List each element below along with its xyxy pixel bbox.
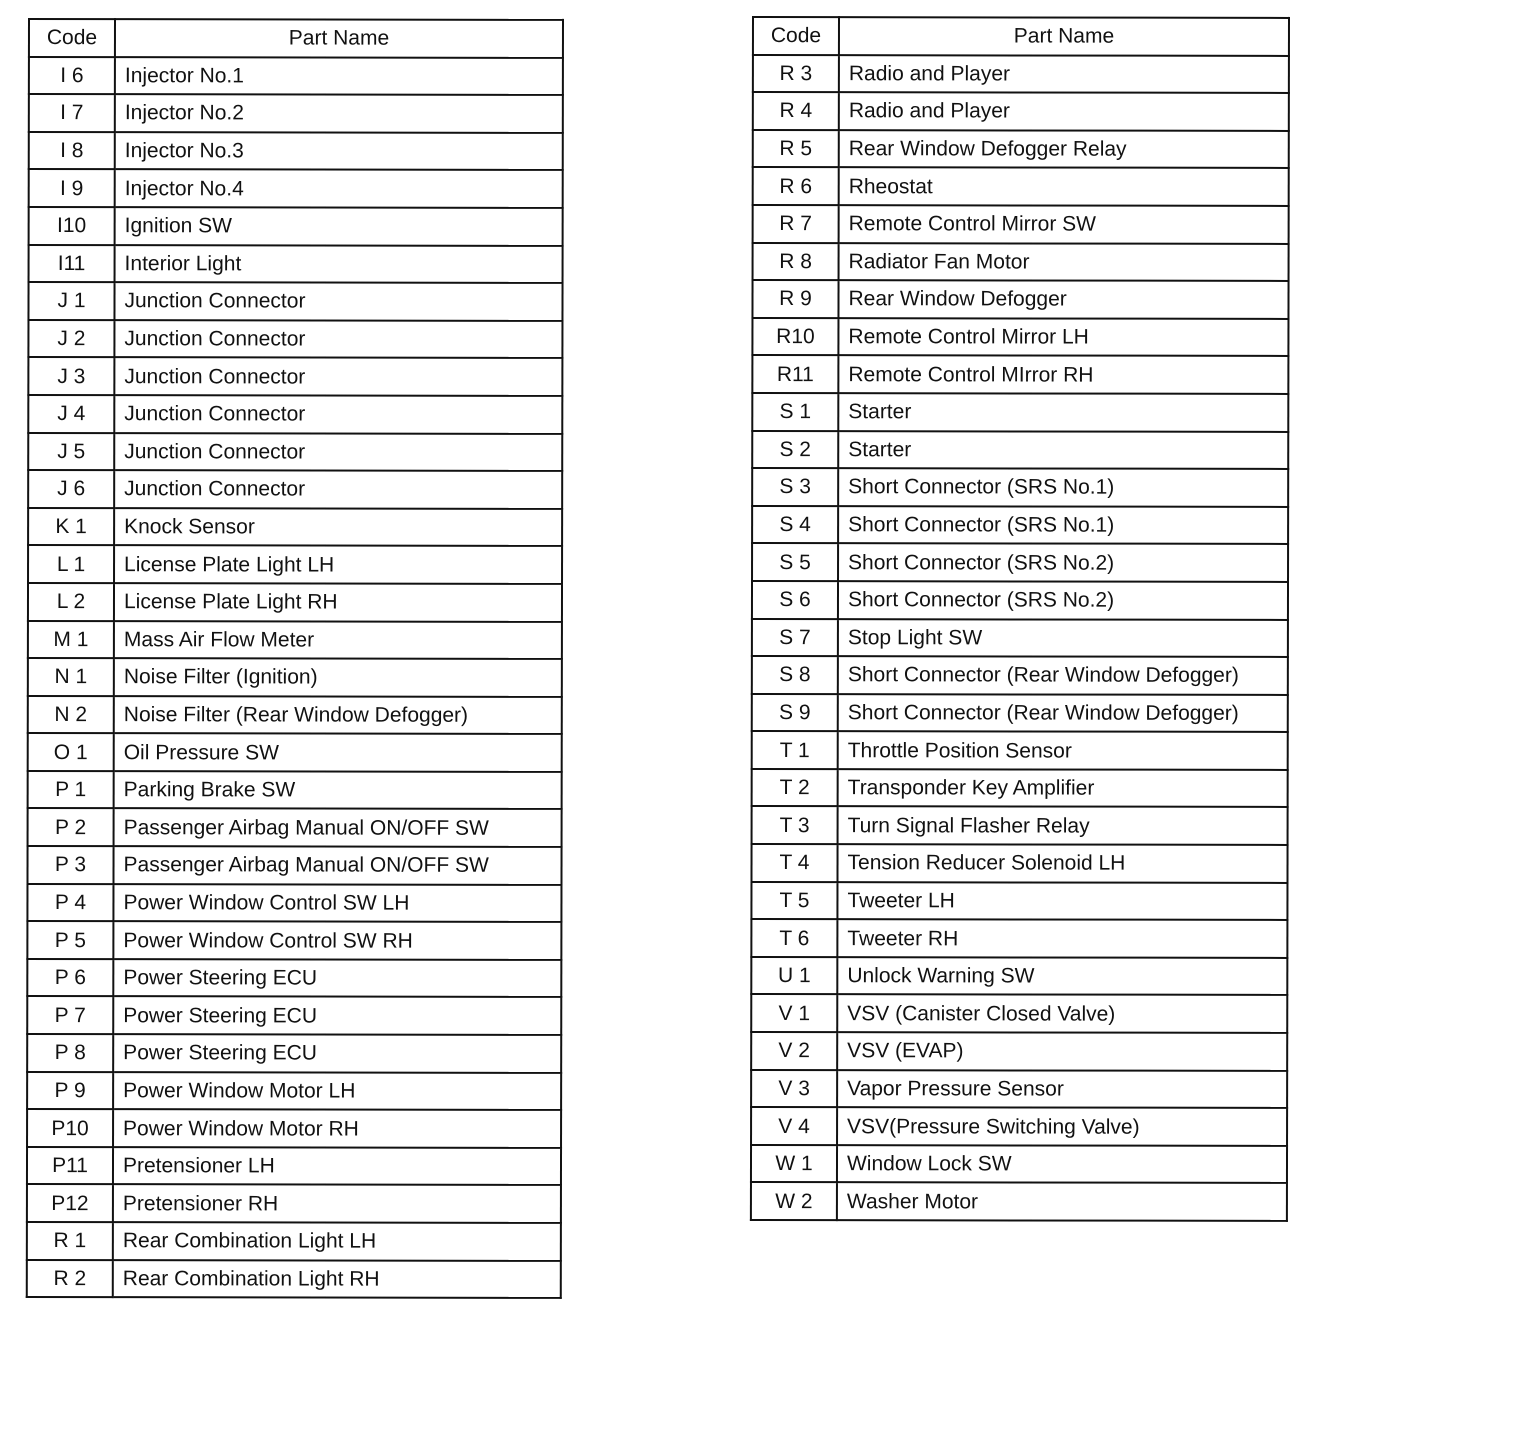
part-code: V 1 [751, 994, 837, 1032]
part-name: Power Window Motor LH [113, 1072, 561, 1110]
part-name: License Plate Light LH [114, 545, 562, 583]
table-row [27, 1147, 561, 1186]
table-row [29, 245, 563, 284]
part-name: Passenger Airbag Manual ON/OFF SW [113, 846, 561, 884]
part-code: R10 [752, 318, 838, 356]
part-name: Remote Control Mirror SW [839, 205, 1289, 243]
table-row [753, 130, 1289, 169]
part-code: N 2 [28, 696, 114, 734]
part-code: P 6 [27, 959, 113, 997]
part-name: Short Connector (Rear Window Defogger) [838, 694, 1288, 732]
table-row [28, 583, 562, 622]
part-code: I10 [29, 207, 115, 245]
table-row [752, 431, 1288, 470]
table-row [753, 92, 1289, 131]
part-name: Short Connector (Rear Window Defogger) [838, 656, 1288, 694]
part-code: R 8 [753, 243, 839, 281]
table-row [28, 771, 562, 810]
part-code: J 6 [28, 470, 114, 508]
table-row [28, 621, 562, 660]
part-code: O 1 [28, 733, 114, 771]
part-code: P 4 [27, 884, 113, 922]
part-code: N 1 [28, 658, 114, 696]
part-name: Radiator Fan Motor [839, 243, 1289, 281]
table-row [28, 658, 562, 697]
part-name: Injector No.1 [115, 57, 563, 95]
part-name: Tweeter RH [837, 919, 1287, 957]
part-name-header: Part Name [839, 17, 1289, 55]
part-code: P 2 [28, 808, 114, 846]
part-code: U 1 [751, 957, 837, 995]
part-name: Junction Connector [114, 282, 562, 320]
part-name: Junction Connector [114, 395, 562, 433]
part-name: Power Window Control SW LH [113, 884, 561, 922]
table-row [752, 355, 1288, 394]
part-code: I11 [29, 245, 115, 283]
table-row [751, 1032, 1287, 1071]
part-code: J 5 [28, 433, 114, 471]
part-code: S 4 [752, 506, 838, 544]
part-code: J 2 [28, 320, 114, 358]
table-row [752, 619, 1288, 658]
table-row [29, 132, 563, 171]
part-code: J 4 [28, 395, 114, 433]
part-name: Radio and Player [839, 55, 1289, 93]
part-code: I 7 [29, 94, 115, 132]
part-name: Short Connector (SRS No.1) [838, 468, 1288, 506]
part-name: Rheostat [839, 168, 1289, 206]
part-name: Short Connector (SRS No.2) [838, 543, 1288, 581]
part-code: T 2 [752, 769, 838, 807]
part-name: Rear Window Defogger [838, 280, 1288, 318]
part-name: Remote Control Mirror LH [838, 318, 1288, 356]
part-name: Stop Light SW [838, 619, 1288, 657]
part-code: S 7 [752, 619, 838, 657]
part-code: R 6 [753, 167, 839, 205]
part-code: R 5 [753, 130, 839, 168]
table-row [753, 55, 1289, 94]
table-row [753, 167, 1289, 206]
part-code: R 2 [27, 1260, 113, 1298]
part-name: Transponder Key Amplifier [838, 769, 1288, 807]
table-row [28, 320, 562, 359]
part-code: I 8 [29, 132, 115, 170]
table-row [753, 205, 1289, 244]
part-name: Rear Combination Light LH [113, 1222, 561, 1260]
part-name: Junction Connector [114, 357, 562, 395]
part-code: K 1 [28, 508, 114, 546]
table-row [28, 357, 562, 396]
part-code: T 1 [752, 731, 838, 769]
part-name: License Plate Light RH [114, 583, 562, 621]
part-code: V 2 [751, 1032, 837, 1070]
table-row [751, 882, 1287, 921]
part-name: Ignition SW [115, 207, 563, 245]
part-code: W 2 [751, 1182, 837, 1220]
part-name: Rear Combination Light RH [113, 1260, 561, 1298]
part-code: R 7 [753, 205, 839, 243]
part-name: Vapor Pressure Sensor [837, 1070, 1287, 1108]
part-code: P 5 [27, 921, 113, 959]
part-name: Washer Motor [837, 1183, 1287, 1221]
table-row [752, 656, 1288, 695]
part-code: P10 [27, 1109, 113, 1147]
table-row [751, 1070, 1287, 1109]
part-name: Noise Filter (Rear Window Defogger) [114, 696, 562, 734]
code-header: Code [29, 19, 115, 57]
table-row [752, 393, 1288, 432]
table-row [751, 844, 1287, 883]
table-row [29, 94, 563, 133]
part-name: Radio and Player [839, 92, 1289, 130]
table-row [751, 1145, 1287, 1184]
part-name: Power Steering ECU [113, 959, 561, 997]
part-code: T 3 [752, 806, 838, 844]
table-row [752, 731, 1288, 770]
parts-table-right [750, 16, 1290, 1222]
part-name: Injector No.4 [115, 170, 563, 208]
part-code: P11 [27, 1147, 113, 1185]
table-row [28, 395, 562, 434]
part-name: VSV (Canister Closed Valve) [837, 995, 1287, 1033]
part-code: S 3 [752, 468, 838, 506]
table-row [751, 919, 1287, 958]
table-row [28, 470, 562, 509]
table-row [751, 994, 1287, 1033]
part-name: Rear Window Defogger Relay [839, 130, 1289, 168]
part-name: Knock Sensor [114, 508, 562, 546]
parts-table-right-body [751, 55, 1289, 1221]
part-name: Power Steering ECU [113, 1034, 561, 1072]
table-row [28, 808, 562, 847]
table-row [28, 733, 562, 772]
table-row [752, 581, 1288, 620]
header-row [29, 19, 563, 58]
table-row [27, 1184, 561, 1223]
part-code: T 5 [751, 882, 837, 920]
part-name: Throttle Position Sensor [838, 731, 1288, 769]
table-row [27, 996, 561, 1035]
part-code: L 1 [28, 545, 114, 583]
table-row [28, 545, 562, 584]
table-row [27, 846, 561, 885]
part-code: S 6 [752, 581, 838, 619]
part-code: R 3 [753, 55, 839, 93]
table-row [27, 921, 561, 960]
table-row [751, 1107, 1287, 1146]
part-name: Short Connector (SRS No.1) [838, 506, 1288, 544]
table-row [27, 1034, 561, 1073]
part-code: L 2 [28, 583, 114, 621]
table-row [27, 1222, 561, 1261]
part-name: Mass Air Flow Meter [114, 621, 562, 659]
table-row [27, 1109, 561, 1148]
part-name: Remote Control MIrror RH [838, 355, 1288, 393]
part-name: Short Connector (SRS No.2) [838, 581, 1288, 619]
header-row [753, 17, 1289, 56]
table-row [28, 696, 562, 735]
part-name: Injector No.2 [115, 94, 563, 132]
table-row [28, 433, 562, 472]
table-row [29, 57, 563, 96]
part-name: Power Window Control SW RH [113, 921, 561, 959]
table-row [27, 959, 561, 998]
table-row [29, 207, 563, 246]
part-name: Window Lock SW [837, 1145, 1287, 1183]
part-name: VSV(Pressure Switching Valve) [837, 1107, 1287, 1145]
table-row [752, 318, 1288, 357]
table-row [751, 957, 1287, 996]
part-code: R 4 [753, 92, 839, 130]
part-name: Junction Connector [114, 320, 562, 358]
part-name: Parking Brake SW [114, 771, 562, 809]
part-code: S 5 [752, 543, 838, 581]
part-code: T 6 [751, 919, 837, 957]
part-name: Starter [838, 431, 1288, 469]
table-row [752, 543, 1288, 582]
part-code: V 3 [751, 1070, 837, 1108]
table-row [752, 468, 1288, 507]
table-row [752, 694, 1288, 733]
table-row [753, 243, 1289, 282]
part-name: Junction Connector [114, 433, 562, 471]
part-code: J 1 [28, 282, 114, 320]
part-code: P12 [27, 1184, 113, 1222]
table-row [751, 1182, 1287, 1221]
part-name: Injector No.3 [115, 132, 563, 170]
part-code: V 4 [751, 1107, 837, 1145]
part-code: I 9 [29, 169, 115, 207]
part-code: P 3 [27, 846, 113, 884]
table-row [27, 1260, 561, 1299]
part-name: Passenger Airbag Manual ON/OFF SW [114, 809, 562, 847]
parts-table-left [26, 18, 564, 1299]
table-row [27, 884, 561, 923]
table-row [752, 280, 1288, 319]
part-name: Tweeter LH [837, 882, 1287, 920]
part-name: Turn Signal Flasher Relay [838, 807, 1288, 845]
part-code: W 1 [751, 1145, 837, 1183]
part-code: R11 [752, 355, 838, 393]
part-name-header: Part Name [115, 19, 563, 57]
part-name: Power Steering ECU [113, 997, 561, 1035]
part-code: S 8 [752, 656, 838, 694]
part-code: P 7 [27, 996, 113, 1034]
table-row [27, 1072, 561, 1111]
part-code: T 4 [751, 844, 837, 882]
part-name: Interior Light [115, 245, 563, 283]
part-name: Pretensioner RH [113, 1185, 561, 1223]
code-header: Code [753, 17, 839, 55]
part-name: Unlock Warning SW [837, 957, 1287, 995]
part-name: Power Window Motor RH [113, 1109, 561, 1147]
part-code: M 1 [28, 621, 114, 659]
part-code: R 1 [27, 1222, 113, 1260]
part-code: P 9 [27, 1072, 113, 1110]
part-code: S 2 [752, 431, 838, 469]
parts-table-left-body [27, 57, 563, 1299]
table-row [752, 506, 1288, 545]
part-code: S 1 [752, 393, 838, 431]
part-name: Tension Reducer Solenoid LH [837, 844, 1287, 882]
table-row [752, 769, 1288, 808]
table-row [28, 508, 562, 547]
part-code: R 9 [752, 280, 838, 318]
part-name: Pretensioner LH [113, 1147, 561, 1185]
table-row [752, 806, 1288, 845]
part-name: Junction Connector [114, 470, 562, 508]
part-code: S 9 [752, 694, 838, 732]
part-name: Starter [838, 393, 1288, 431]
part-code: P 8 [27, 1034, 113, 1072]
part-name: VSV (EVAP) [837, 1032, 1287, 1070]
part-name: Oil Pressure SW [114, 733, 562, 771]
part-name: Noise Filter (Ignition) [114, 658, 562, 696]
table-row [28, 282, 562, 321]
part-code: P 1 [28, 771, 114, 809]
table-row [29, 169, 563, 208]
part-code: J 3 [28, 357, 114, 395]
part-code: I 6 [29, 57, 115, 95]
